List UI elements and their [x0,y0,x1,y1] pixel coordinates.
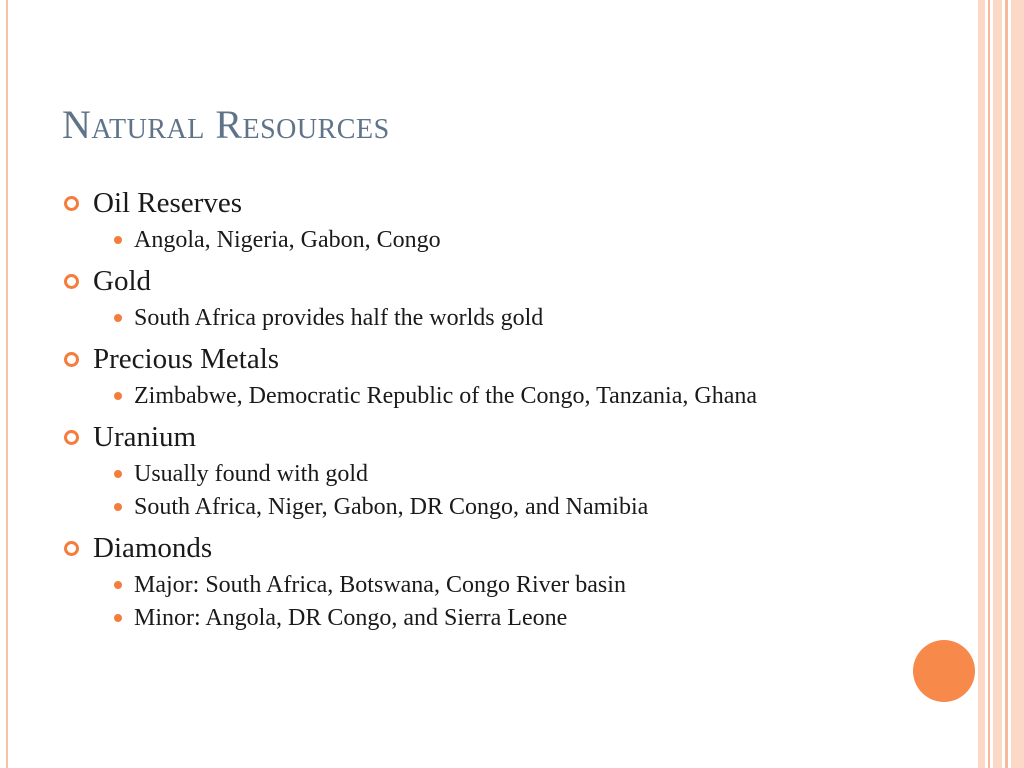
sub-list-item [62,492,894,522]
dot-bullet-icon [114,614,122,622]
list-item-label: Diamonds [93,532,213,564]
dot-bullet-icon [114,470,122,478]
sub-list-item-label: South Africa, Niger, Gabon, DR Congo, and Namibia [134,494,649,520]
sub-list-item [62,603,894,633]
list-item [62,340,892,378]
ring-bullet-icon [64,541,79,556]
list-item-label: Gold [93,265,151,297]
list-item-label: Precious Metals [93,343,280,375]
sub-list-item [62,459,774,489]
decorative-stripe [988,0,990,768]
sub-list-item [62,381,774,411]
list-item [62,184,892,222]
sub-list-item-label: South Africa provides half the worlds gold [134,305,544,331]
dot-bullet-icon [114,581,122,589]
slide-title: Natural Resources [62,102,390,147]
left-border-line [6,0,8,768]
list-item [62,418,892,456]
sub-list-item-label: Angola, Nigeria, Gabon, Congo [134,227,441,253]
list-item [62,529,892,567]
ring-bullet-icon [64,274,79,289]
dot-bullet-icon [114,236,122,244]
sub-list-item-label: Minor: Angola, DR Congo, and Sierra Leone [134,605,568,631]
sub-list-item [62,303,774,333]
list-item [62,262,892,300]
decorative-stripe [978,0,985,768]
dot-bullet-icon [114,392,122,400]
ring-bullet-icon [64,352,79,367]
sub-list-item [62,570,894,600]
sub-list-item [62,225,774,255]
decorative-stripe [993,0,1002,768]
list-item-label: Uranium [93,421,197,453]
sub-list-item-label: Zimbabwe, Democratic Republic of the Congo, Tanzania, Ghana [134,383,758,409]
decorative-stripe [1011,0,1024,768]
decorative-circle [913,640,975,702]
ring-bullet-icon [64,430,79,445]
decorative-stripe [1005,0,1008,768]
dot-bullet-icon [114,314,122,322]
bullet-list [62,184,892,633]
sub-list-item-label: Major: South Africa, Botswana, Congo River basin [134,572,626,598]
ring-bullet-icon [64,196,79,211]
list-item-label: Oil Reserves [93,187,242,219]
sub-list-item-label: Usually found with gold [134,461,368,487]
dot-bullet-icon [114,503,122,511]
